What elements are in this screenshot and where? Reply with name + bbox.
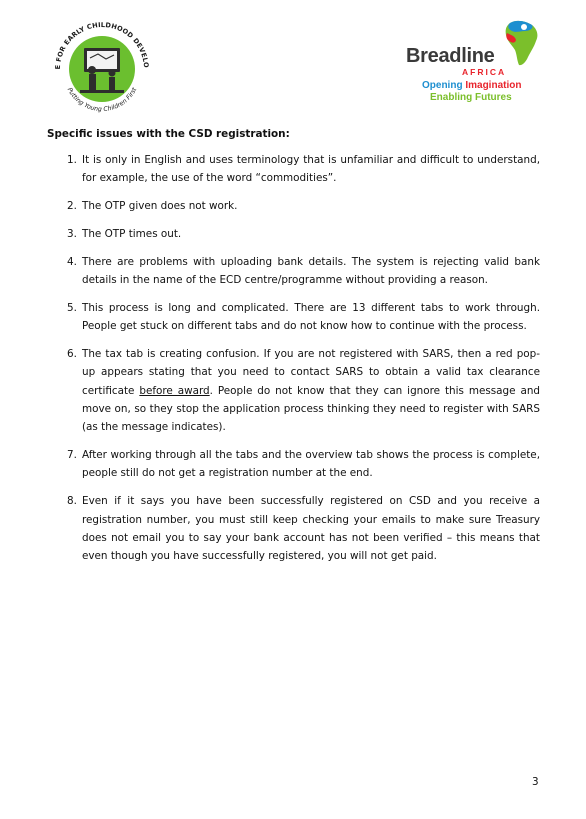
breadline-africa-logo: [400, 17, 540, 105]
list-item-text: The tax tab is creating confusion. If you are not registered with SARS, then a red pop-up appears stating that you need to contact SARS to obtain a valid tax clearance certificate before award. People do not know that they can ignore this message and move on, so they stop the application process thinking they need to register with SARS (as the message indicates).: [82, 347, 540, 434]
tagline-enabling-futures: Enabling Futures: [430, 92, 512, 103]
list-number: 1.: [67, 154, 77, 166]
list-number: 7.: [67, 449, 77, 462]
list-item-text: The OTP given does not work.: [82, 200, 238, 213]
list-item-text: After working through all the tabs and the overview tab shows the process is complete, people still do not get a registration number at the end.: [82, 449, 540, 480]
child-figure-icon: [109, 70, 116, 77]
underlined-phrase: before award: [139, 384, 210, 397]
brand-name: Breadline: [406, 45, 495, 67]
tagline-opening-imagination: [422, 80, 521, 91]
list-item-text: There are problems with uploading bank details. The system is rejecting valid bank details in the name of the ECD centre/programme without providing a reason.: [82, 255, 540, 286]
africa-map-icon: [504, 19, 540, 69]
tagline-imagination: Imagination: [465, 80, 522, 91]
brand-sub-africa: AFRICA: [462, 67, 507, 77]
list-number: 3.: [67, 227, 77, 240]
cecd-logo: [44, 14, 160, 124]
list-number: 4.: [67, 255, 77, 268]
logo-ring-top-text: E FOR EARLY CHILDHOOD DEVELO: [53, 20, 151, 70]
list-item: [47, 151, 540, 188]
list-number: 5.: [67, 301, 77, 314]
logo-ring-bottom-text: Putting Young Children First: [65, 86, 139, 114]
list-item-text: The OTP times out.: [82, 227, 182, 240]
list-item-text: It is only in English and uses terminology that is unfamiliar and difficult to understand, for example, the use of the word “commodities”.: [82, 154, 540, 185]
list-item: [47, 446, 540, 483]
list-number: 6.: [67, 347, 77, 360]
list-item: [47, 253, 540, 290]
page-number: 3: [532, 776, 539, 788]
child-figure-icon: [88, 66, 96, 74]
issues-list: [47, 151, 540, 575]
list-item: [47, 299, 540, 336]
list-item: [47, 197, 540, 215]
list-item: [47, 345, 540, 437]
cecd-emblem: [44, 14, 160, 124]
list-item: [47, 492, 540, 566]
list-number: 8.: [67, 495, 77, 508]
list-number: 2.: [67, 200, 77, 213]
tagline-opening: Opening: [422, 80, 466, 91]
list-item: [47, 225, 540, 243]
list-item-text: Even if it says you have been successfully registered on CSD and you receive a registration number, you must still keep checking your emails to make sure Treasury does not email you to say your bank account has not been verified – this means that even though you have successfully registered, you will not get paid.: [82, 495, 540, 563]
list-item-text: This process is long and complicated. There are 13 different tabs to work through. People get stuck on different tabs and do not know how to continue with the process.: [82, 301, 540, 333]
section-heading: Specific issues with the CSD registration:: [47, 128, 290, 140]
